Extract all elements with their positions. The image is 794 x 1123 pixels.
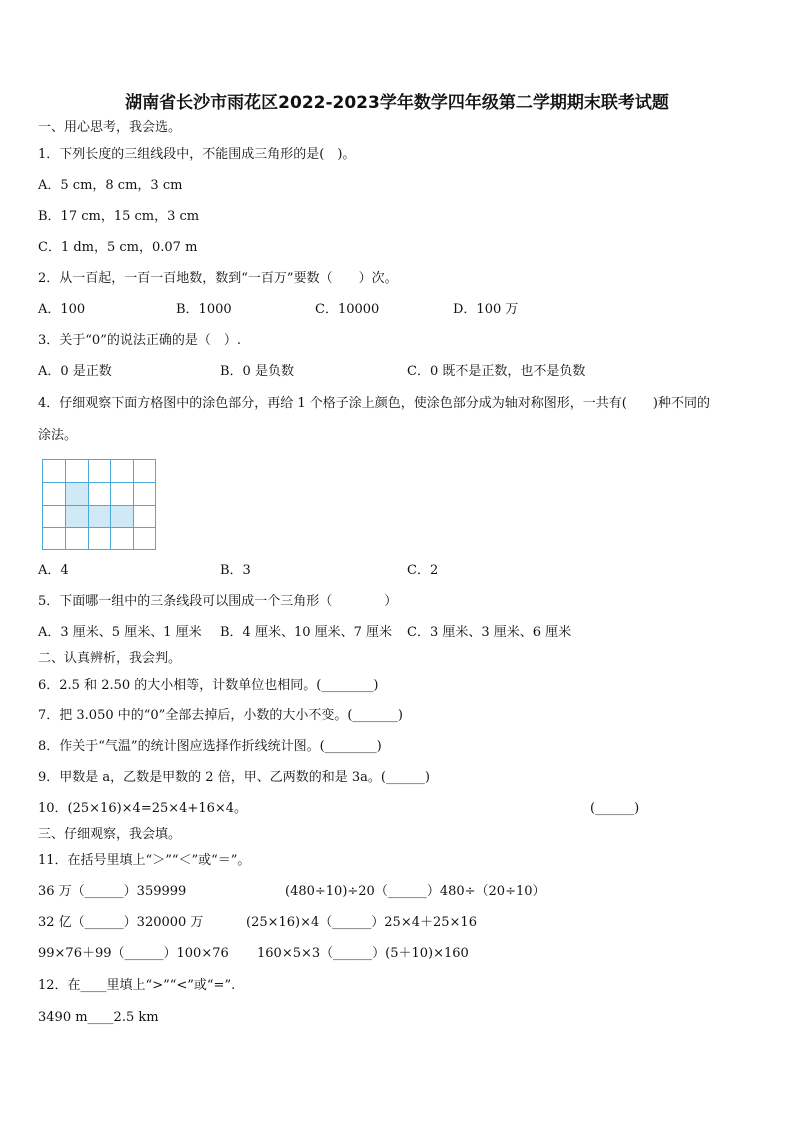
question-3-option-b: B．0 是负数 <box>220 364 294 379</box>
question-5-option-c: C．3 厘米、3 厘米、6 厘米 <box>407 625 572 640</box>
question-11-item-3b: 160×5×3（______）(5＋10)×160 <box>257 946 469 961</box>
grid-horizontal-line <box>42 527 156 528</box>
question-4-option-b: B．3 <box>220 563 251 578</box>
question-5-stem: 5．下面哪一组中的三条线段可以围成一个三角形（ ） <box>38 594 398 609</box>
question-3-option-c: C．0 既不是正数，也不是负数 <box>407 364 586 379</box>
question-4-option-c: C．2 <box>407 563 439 578</box>
question-7: 7．把 3.050 中的“0”全部去掉后，小数的大小不变。(_______) <box>38 708 403 723</box>
shaded-grid-figure <box>42 459 156 550</box>
question-1-option-b: B．17 cm，15 cm，3 cm <box>38 209 200 224</box>
question-4-stem-line1: 4．仔细观察下面方格图中的涂色部分，再给 1 个格子涂上颜色，使涂色部分成为轴对称图形，一共有( )种不同的 <box>38 396 710 411</box>
question-1-option-c: C．1 dm，5 cm，0.07 m <box>38 240 198 255</box>
question-4-option-a: A．4 <box>38 563 69 578</box>
question-11-item-1a: 36 万（______）359999 <box>38 884 187 899</box>
page-title: 湖南省长沙市雨花区2022-2023学年数学四年级第二学期期末联考试题 <box>125 93 669 113</box>
question-1-stem: 1．下列长度的三组线段中，不能围成三角形的是( )。 <box>38 147 356 162</box>
grid-horizontal-line <box>42 459 156 460</box>
question-11-item-1b: (480÷10)÷20（______）480÷（20÷10） <box>285 884 546 899</box>
question-2-option-a: A．100 <box>38 302 86 317</box>
question-8: 8．作关于“气温”的统计图应选择作折线统计图。(________) <box>38 739 382 754</box>
question-9: 9．甲数是 a，乙数是甲数的 2 倍，甲、乙两数的和是 3a。(______) <box>38 770 430 785</box>
question-10-answer-blank: (______) <box>590 801 640 816</box>
question-12-stem: 12．在____里填上“>”“<”或“=”. <box>38 978 236 993</box>
grid-shaded-cell <box>110 505 133 528</box>
grid-shaded-cell <box>65 505 88 528</box>
question-11-item-2a: 32 亿（______）320000 万 <box>38 915 204 930</box>
section-heading-3: 三、仔细观察，我会填。 <box>38 827 182 842</box>
grid-shaded-cell <box>88 505 111 528</box>
question-4-stem-line2: 涂法。 <box>38 428 78 443</box>
question-6: 6．2.5 和 2.50 的大小相等，计数单位也相同。(________) <box>38 678 379 693</box>
question-2-stem: 2．从一百起，一百一百地数，数到“一百万”要数（ ）次。 <box>38 271 398 286</box>
grid-shaded-cell <box>65 482 88 505</box>
grid-horizontal-line <box>42 505 156 506</box>
section-heading-2: 二、认真辨析，我会判。 <box>38 651 182 666</box>
question-3-stem: 3．关于“0”的说法正确的是（ ）. <box>38 333 241 348</box>
grid-horizontal-line <box>42 482 156 483</box>
question-11-stem: 11．在括号里填上“＞”“＜”或“＝”。 <box>38 853 251 868</box>
question-10: 10．(25×16)×4=25×4+16×4。 <box>38 801 248 816</box>
question-5-option-a: A．3 厘米、5 厘米、1 厘米 <box>38 625 202 640</box>
question-2-option-c: C．10000 <box>315 302 380 317</box>
question-11-item-2b: (25×16)×4（______）25×4＋25×16 <box>246 915 477 930</box>
question-2-option-b: B．1000 <box>176 302 232 317</box>
question-3-option-a: A．0 是正数 <box>38 364 112 379</box>
question-5-option-b: B．4 厘米、10 厘米、7 厘米 <box>220 625 393 640</box>
grid-horizontal-line <box>42 549 156 550</box>
question-2-option-d: D．100 万 <box>453 302 519 317</box>
question-12-item: 3490 m____2.5 km <box>38 1010 159 1025</box>
question-11-item-3a: 99×76＋99（______）100×76 <box>38 946 229 961</box>
section-heading-1: 一、用心思考，我会选。 <box>38 120 182 135</box>
question-1-option-a: A．5 cm，8 cm，3 cm <box>38 178 183 193</box>
